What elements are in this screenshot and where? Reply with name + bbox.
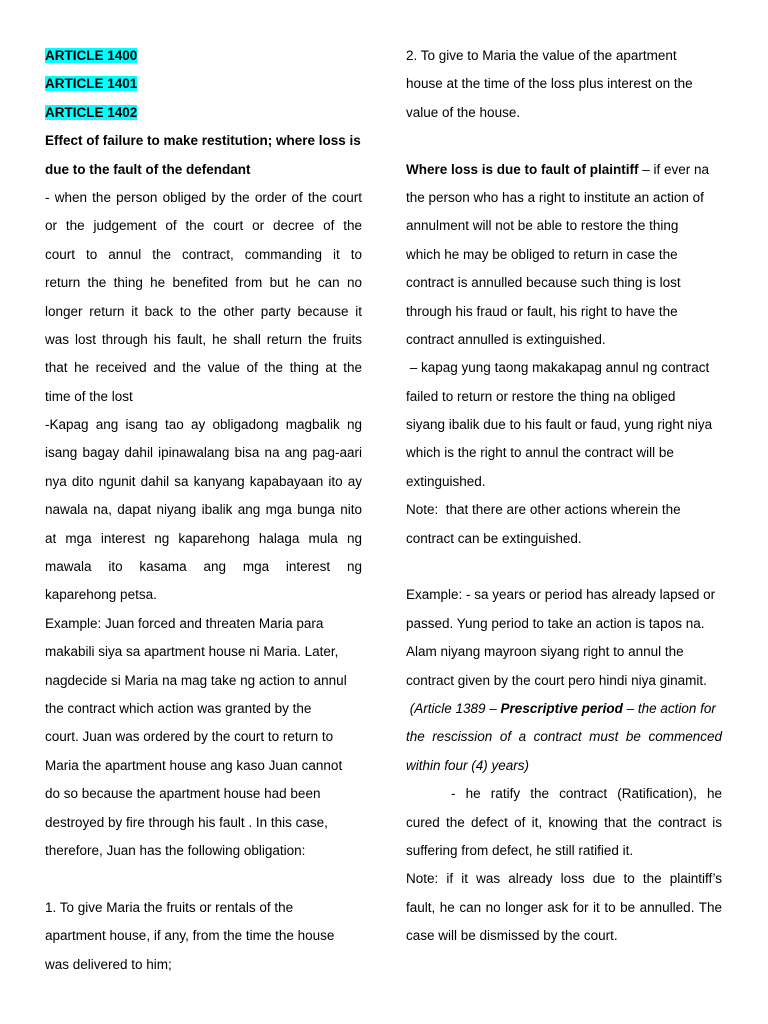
tagalog-line: – kapag yung taong makakapag annul ng contract	[406, 360, 710, 376]
example-line: nagdecide si Maria na mag take ng action to annul	[45, 672, 347, 688]
left-column	[45, 42, 362, 979]
example-line: do so because the apartment house had been	[45, 786, 321, 802]
paragraph-line: - when the person obliged by the order of the court	[45, 189, 362, 205]
article-heading	[45, 70, 362, 98]
obligation-line: value of the house.	[406, 104, 521, 120]
ratify-line: - he ratify the contract (Ratification), he	[451, 786, 722, 802]
paragraph-line: longer return it back to the other party because it	[45, 303, 362, 319]
ratify-line: suffering from defect, he still ratified it.	[406, 842, 634, 858]
article-1400: ARTICLE 1400	[45, 48, 138, 63]
tagalog-line: failed to return or restore the thing na obliged	[406, 388, 676, 404]
tagalog-line: mawala ito kasama ang mga interest ng	[45, 559, 362, 575]
example-line: the contract which action was granted by the	[45, 700, 312, 716]
example-line: Example: - sa years or period has already lapsed or	[406, 587, 716, 603]
right-column	[406, 42, 722, 951]
plaintiff-line: which he may be obliged to return in case the	[406, 246, 678, 262]
example-line: Example: Juan forced and threaten Maria para	[45, 615, 324, 631]
spacer	[406, 127, 722, 155]
plaintiff-line: through his fraud or fault, his right to have the	[406, 303, 678, 319]
example-line: Maria the apartment house ang kaso Juan cannot	[45, 757, 343, 773]
ratify-line: cured the defect of it, knowing that the contract is	[406, 814, 722, 830]
tagalog-line: at mga interest ng kaparehong halaga mula ng	[45, 530, 362, 546]
obligation-line: was delivered to him;	[45, 956, 172, 972]
spacer	[45, 865, 362, 893]
note-line: Note: if it was already loss due to the plaintiff’s	[406, 871, 722, 887]
section-heading-line: Effect of failure to make restitution; where loss is	[45, 133, 361, 149]
article-citation-line: within four (4) years)	[406, 757, 530, 773]
paragraph-line: or the judgement of the court or decree of the	[45, 218, 362, 234]
article-citation-line	[406, 695, 722, 723]
tagalog-line: -Kapag ang isang tao ay obligadong magbalik ng	[45, 417, 362, 433]
tagalog-line: nya dito ngunit dahil sa kanyang kapabayaan ito ay	[45, 473, 362, 489]
example-line: contract given by the court pero hindi niya ginamit.	[406, 672, 707, 688]
note-line: case will be dismissed by the court.	[406, 928, 618, 944]
obligation-line: 1. To give Maria the fruits or rentals of the	[45, 899, 294, 915]
paragraph-line: court to annul the contract, commanding it to	[45, 246, 362, 262]
article-1402: ARTICLE 1402	[45, 104, 138, 120]
paragraph-line: return the thing he benefited from but he can no	[45, 275, 362, 291]
example-line: Alam niyang mayroon siyang right to annul the	[406, 644, 684, 660]
plaintiff-line: contract is annulled because such thing is lost	[406, 275, 681, 291]
note-line: fault, he can no longer ask for it to be annulled. The	[406, 899, 722, 915]
section-heading-line: due to the fault of the defendant	[45, 161, 251, 177]
note-line: Note: that there are other actions wherein the	[406, 502, 681, 518]
example-line: makabili siya sa apartment house ni Maria. Later,	[45, 644, 339, 660]
example-line: court. Juan was ordered by the court to return to	[45, 729, 334, 745]
obligation-line: apartment house, if any, from the time the house	[45, 928, 335, 944]
tagalog-line: isang bagay dahil ipinawalang bisa na ang pag-aari	[45, 445, 362, 461]
plaintiff-heading-rest: – if ever na	[638, 161, 710, 177]
citation-prefix: (Article 1389 –	[406, 700, 501, 716]
note-line: contract can be extinguished.	[406, 530, 582, 546]
article-1401: ARTICLE 1401	[45, 76, 138, 92]
plaintiff-line: annulment will not be able to restore the thing	[406, 218, 679, 234]
plaintiff-line: contract annulled is extinguished.	[406, 331, 606, 347]
paragraph-line: that he received and the value of the thing at the	[45, 360, 362, 376]
article-heading	[45, 42, 362, 70]
plaintiff-line: the person who has a right to institute an action of	[406, 189, 704, 205]
tagalog-line: kaparehong petsa.	[45, 587, 157, 603]
paragraph-line: time of the lost	[45, 388, 133, 404]
spacer	[406, 553, 722, 581]
article-citation-line: the rescission of a contract must be commenced	[406, 729, 722, 745]
prescriptive-period-term: Prescriptive period	[500, 700, 623, 716]
paragraph-line: was lost through his fault, he shall return the fruits	[45, 331, 362, 347]
tagalog-line: nawala na, dapat niyang ibalik ang mga bunga nito	[45, 502, 362, 518]
plaintiff-heading-line	[406, 156, 722, 184]
tagalog-line: extinguished.	[406, 473, 486, 489]
article-heading	[45, 99, 362, 127]
example-line: passed. Yung period to take an action is tapos na.	[406, 615, 705, 631]
plaintiff-heading: Where loss is due to fault of plaintiff	[406, 161, 639, 177]
example-line: destroyed by fire through his fault . In this case,	[45, 814, 328, 830]
citation-rest: – the action for	[622, 700, 716, 716]
example-line: therefore, Juan has the following obligation:	[45, 842, 306, 858]
obligation-line: house at the time of the loss plus interest on the	[406, 76, 693, 92]
tagalog-line: which is the right to annul the contract will be	[406, 445, 674, 461]
tagalog-line: siyang ibalik due to his fault or faud, yung right niya	[406, 417, 713, 433]
obligation-line: 2. To give to Maria the value of the apartment	[406, 48, 677, 63]
